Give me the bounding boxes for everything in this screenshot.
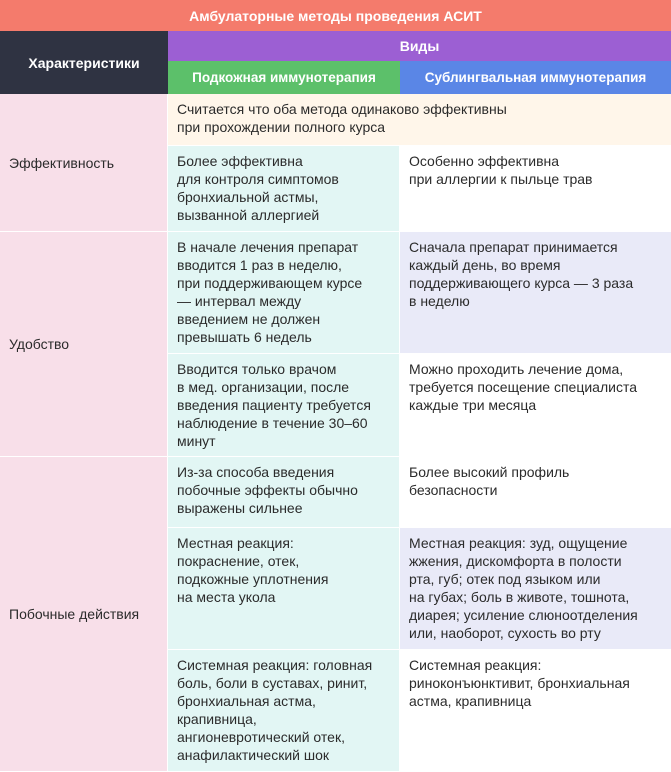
- convenience-sublingual-2: Можно проходить лечение дома, требуется посещение специалиста каждые три месяца: [400, 354, 671, 457]
- side-effects-subcutaneous-3: Системная реакция: головная боль, боли в суставах, ринит, бронхиальная астма, крапивница, ангионевротический отек, анафилактический шок: [168, 650, 400, 772]
- efficiency-subcutaneous: Более эффективна для контроля симптомов бронхиальной астмы, вызванной аллергией: [168, 146, 400, 232]
- side-effects-subcutaneous-2: Местная реакция: покраснение, отек, подкожные уплотнения на места укола: [168, 528, 400, 650]
- header-sublingual: Сублингвальная иммунотерапия: [400, 61, 671, 94]
- side-effects-sublingual-2: Местная реакция: зуд, ощущение жжения, дискомфорта в полости рта, губ; отек под языком или на губах; боль в животе, тошнота, диарея; усиление слюноотделения или, наоборот, сухость во рту: [400, 528, 671, 650]
- header-characteristics: Характеристики: [0, 31, 168, 94]
- convenience-subcutaneous-1: В начале лечения препарат вводится 1 раз в неделю, при поддерживающем курсе — интервал между введением не должен превышать 6 недель: [168, 232, 400, 354]
- header-subcutaneous: Подкожная иммунотерапия: [168, 61, 400, 94]
- row-label-efficiency: Эффективность: [0, 94, 168, 232]
- side-effects-sublingual-1: Более высокий профиль безопасности: [400, 457, 671, 528]
- efficiency-sublingual: Особенно эффективна при аллергии к пыльце трав: [400, 146, 671, 232]
- side-effects-sublingual-3: Системная реакция: риноконъюнктивит, бронхиальная астма, крапивница: [400, 650, 671, 772]
- convenience-sublingual-1: Сначала препарат принимается каждый день, во время поддерживающего курса — 3 раза в неделю: [400, 232, 671, 354]
- table-title: Амбулаторные методы проведения АСИТ: [0, 0, 671, 31]
- row-label-side-effects: Побочные действия: [0, 457, 168, 772]
- header-types: Виды: [168, 31, 671, 61]
- side-effects-subcutaneous-1: Из-за способа введения побочные эффекты обычно выражены сильнее: [168, 457, 400, 528]
- row-label-convenience: Удобство: [0, 232, 168, 457]
- convenience-subcutaneous-2: Вводится только врачом в мед. организации, после введения пациенту требуется наблюдение в течение 30–60 минут: [168, 354, 400, 457]
- efficiency-shared: Считается что оба метода одинаково эффективны при прохождении полного курса: [168, 94, 671, 146]
